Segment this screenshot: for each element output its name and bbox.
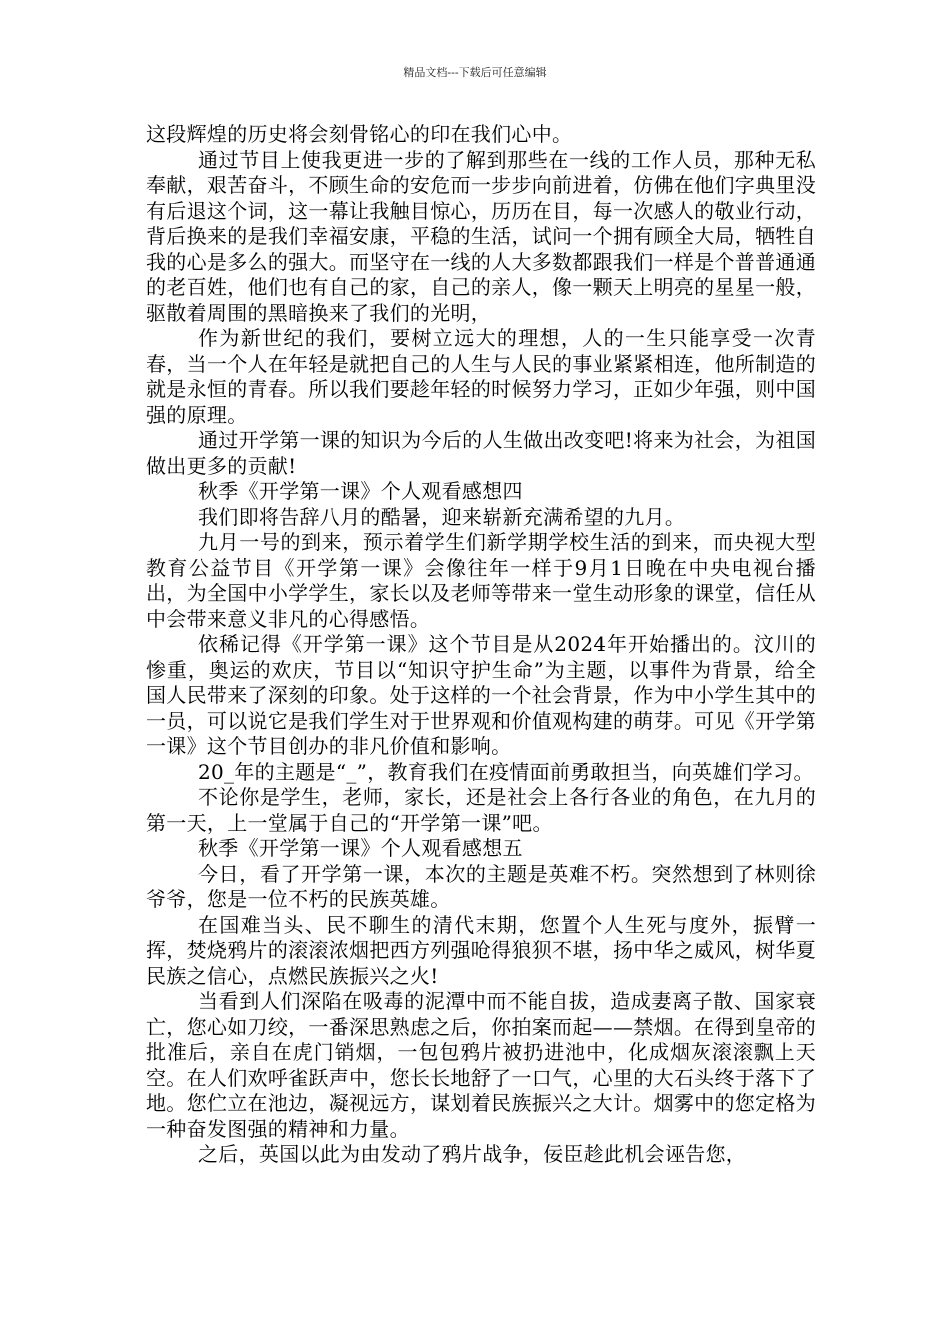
document-body — [146, 122, 816, 1168]
page-header: 精品文档---下载后可任意编辑 — [403, 66, 547, 79]
paragraph: 通过开学第一课的知识为今后的人生做出改变吧!将来为社会，为祖国做出更多的贡献! — [146, 428, 816, 478]
paragraph: 我们即将告辞八月的酷暑，迎来崭新充满希望的九月。 — [198, 504, 686, 529]
paragraph: 这段辉煌的历史将会刻骨铭心的印在我们心中。 — [146, 122, 573, 146]
paragraph: 依稀记得《开学第一课》这个节目是从2024年开始播出的。汶川的惨重，奥运的欢庆，节目以“知识守护生命”为主题，以事件为背景，给全国人民带来了深刻的印象。处于这样的一个社会背景，作为中小学生其中的一员，可以说它是我们学生对于世界观和价值观构建的萌芽。可见《开学第一课》这个节目创办的非凡价值和影响。 — [146, 632, 816, 758]
paragraph: 通过节目上使我更进一步的了解到那些在一线的工作人员，那种无私奉献，艰苦奋斗，不顾生命的安危而一步步向前进着，仿佛在他们字典里没有后退这个词，这一幕让我触目惊心，历历在目，每一次感人的敬业行动，背后换来的是我们幸福安康，平稳的生活，试问一个拥有顾全大局，牺牲自我的心是多么的强大。而坚守在一线的人大多数都跟我们一样是个普普通通的老百姓，他们也有自己的家，自己的亲人，像一颗天上明亮的星星一般，驱散着周围的黑暗换来了我们的光明， — [146, 147, 816, 325]
section-heading: 秋季《开学第一课》个人观看感想四 — [198, 479, 523, 503]
section-heading: 秋季《开学第一课》个人观看感想五 — [198, 836, 523, 860]
paragraph: 九月一号的到来，预示着学生们新学期学校生活的到来，而央视大型教育公益节目《开学第一课》会像往年一样于9月1日晚在中央电视台播出，为全国中小学学生，家长以及老师等带来一堂生动形象的课堂，信任从中会带来意义非凡的心得感悟。 — [146, 530, 816, 631]
paragraph: 在国难当头、民不聊生的清代末期，您置个人生死与度外，振臂一挥，焚烧鸦片的滚滚浓烟把西方列强呛得狼狈不堪，扬中华之威风，树华夏民族之信心，点燃民族振兴之火! — [146, 912, 816, 988]
paragraph: 20_年的主题是“_”，教育我们在疫情面前勇敢担当，向英雄们学习。 — [198, 759, 814, 784]
paragraph: 之后，英国以此为由发动了鸦片战争，佞臣趁此机会诬告您， — [198, 1142, 747, 1166]
paragraph: 作为新世纪的我们，要树立远大的理想，人的一生只能享受一次青春，当一个人在年轻是就把自己的人生与人民的事业紧紧相连，他所制造的就是永恒的青春。所以我们要趁年轻的时候努力学习，正如少年强，则中国强的原理。 — [146, 326, 816, 427]
paragraph: 不论你是学生，老师，家长，还是社会上各行各业的角色，在九月的第一天，上一堂属于自己的“开学第一课”吧。 — [146, 785, 816, 835]
paragraph: 今日，看了开学第一课，本次的主题是英难不朽。突然想到了林则徐爷爷，您是一位不朽的民族英雄。 — [146, 861, 816, 911]
paragraph: 当看到人们深陷在吸毒的泥潭中而不能自拔，造成妻离子散、国家衰亡，您心如刀绞，一番深思熟虑之后，你拍案而起——禁烟。在得到皇帝的批准后，亲自在虎门销烟，一包包鸦片被扔进池中，化成烟灰滚滚飘上天空。在人们欢呼雀跃声中，您长长地舒了一口气，心里的大石头终于落下了地。您伫立在池边，凝视远方，谋划着民族振兴之大计。烟雾中的您定格为一种奋发图强的精神和力量。 — [146, 989, 816, 1141]
